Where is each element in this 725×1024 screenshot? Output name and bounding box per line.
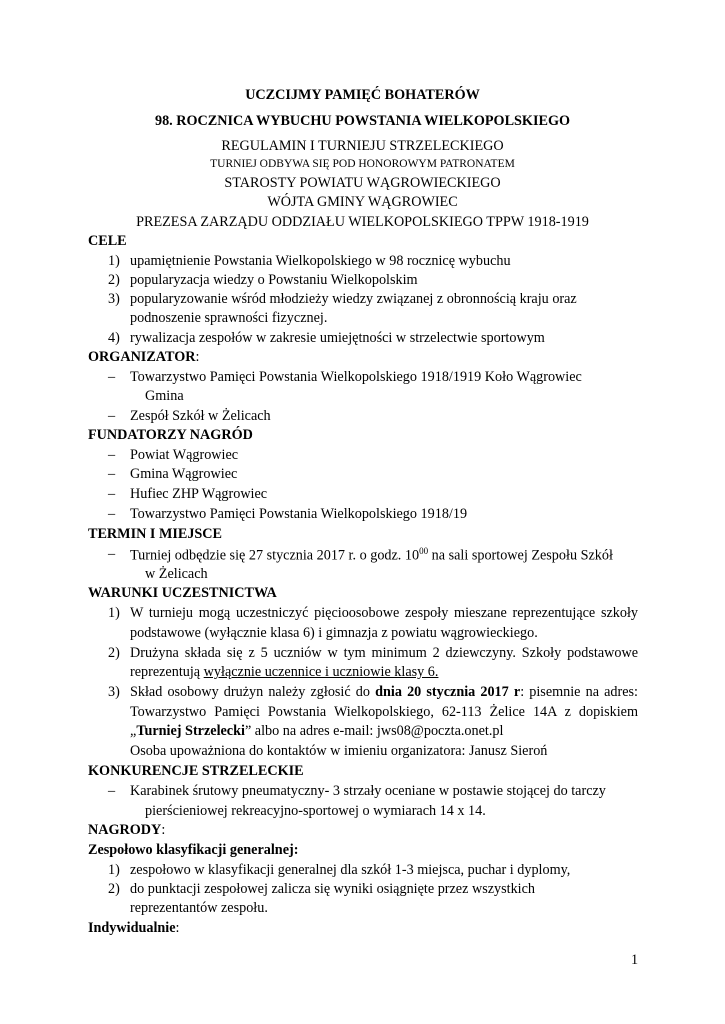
list-item-continuation: pierścieniowej rekreacyjno-sportowej o wymiarach 14 x 14.: [145, 803, 486, 819]
bullet: –: [108, 369, 116, 385]
list-item: Zespół Szkół w Żelicach: [130, 408, 271, 424]
list-item: Karabinek śrutowy pneumatyczny- 3 strzały oceniane w postawie stojącej do tarczy: [130, 783, 606, 799]
section-heading-konkurencje: KONKURENCJE STRZELECKIE: [88, 763, 304, 779]
list-number: 2): [108, 645, 120, 661]
list-number: 1): [108, 862, 120, 878]
termin-text-continuation: w Żelicach: [145, 566, 208, 582]
list-item: W turnieju mogą uczestniczyć pięcioosobowe zespoły mieszane reprezentujące szkoły: [130, 605, 638, 621]
bullet: –: [108, 466, 116, 482]
list-item-continuation: reprezentantów zespołu.: [130, 900, 268, 916]
section-heading-nagrody: NAGRODY:: [88, 822, 166, 838]
list-item-continuation: Towarzystwo Pamięci Powstania Wielkopolskiego, 62-113 Żelice 14A z dopiskiem: [130, 704, 638, 720]
regulation-title: REGULAMIN I TURNIEJU STRZELECKIEGO: [221, 138, 504, 154]
list-item: Hufiec ZHP Wągrowiec: [130, 486, 268, 502]
main-title: UCZCIJMY PAMIĘĆ BOHATERÓW: [245, 87, 480, 103]
list-number: 2): [108, 881, 120, 897]
list-item-continuation: reprezentują wyłącznie uczennice i uczniowie klasy 6.: [130, 664, 439, 680]
list-item-continuation: podstawowe (wyłącznie klasa 6) i gimnazja z powiatu wągrowieckiego.: [130, 625, 538, 641]
list-item: Skład osobowy drużyn należy zgłosić do dnia 20 stycznia 2017 r: pisemnie na adres:: [130, 684, 639, 700]
list-item: rywalizacja zespołów w zakresie umiejętności w strzelectwie sportowym: [130, 330, 545, 346]
list-item: popularyzowanie wśród młodzieży wiedzy związanej z obronnością kraju oraz: [130, 291, 577, 307]
list-item: zespołowo w klasyfikacji generalnej dla szkół 1-3 miejsca, puchar i dyplomy,: [130, 862, 571, 878]
subheading-zespolowo: Zespołowo klasyfikacji generalnej:: [88, 842, 299, 858]
list-item: upamiętnienie Powstania Wielkopolskiego w 98 rocznicę wybuchu: [130, 253, 511, 269]
section-heading-termin: TERMIN I MIEJSCE: [88, 526, 223, 542]
section-heading-cele: CELE: [88, 233, 127, 249]
bullet: –: [108, 408, 116, 424]
subheading-indywidualnie: Indywidualnie:: [88, 920, 180, 936]
list-number: 4): [108, 330, 120, 346]
patron-wojt: WÓJTA GMINY WĄGROWIEC: [267, 194, 458, 210]
list-item: Towarzystwo Pamięci Powstania Wielkopolskiego 1918/1919 Koło Wągrowiec: [130, 369, 582, 385]
list-number: 1): [108, 605, 120, 621]
list-item: Gmina Wągrowiec: [130, 466, 238, 482]
section-heading-fundatorzy: FUNDATORZY NAGRÓD: [88, 427, 253, 443]
bullet: –: [108, 783, 116, 799]
list-number: 3): [108, 291, 120, 307]
bullet: –: [108, 546, 116, 562]
list-number: 3): [108, 684, 120, 700]
section-heading-organizator: ORGANIZATOR:: [88, 349, 200, 365]
list-item-continuation: Osoba upoważniona do kontaktów w imieniu organizatora: Janusz Sieroń: [130, 743, 548, 759]
patron-prezes: PREZESA ZARZĄDU ODDZIAŁU WIELKOPOLSKIEGO TPPW 1918-1919: [136, 214, 589, 230]
bullet: –: [108, 506, 116, 522]
bullet: –: [108, 486, 116, 502]
termin-text: Turniej odbędzie się 27 stycznia 2017 r. o godz. $10^{00}$ na sali sportowej Zespołu Szkół: [130, 546, 613, 564]
list-item: do punktacji zespołowej zalicza się wyniki osiągnięte przez wszystkich: [130, 881, 535, 897]
subtitle: 98. ROCZNICA WYBUCHU POWSTANIA WIELKOPOLSKIEGO: [154, 113, 571, 129]
list-number: 1): [108, 253, 120, 269]
list-item-continuation: „Turniej Strzelecki” albo na adres e-mail: jws08@poczta.onet.pl: [130, 723, 504, 739]
list-item: Towarzystwo Pamięci Powstania Wielkopolskiego 1918/19: [130, 506, 468, 522]
page-number: 1: [631, 952, 639, 968]
patron-starosta: STAROSTY POWIATU WĄGROWIECKIEGO: [224, 175, 501, 191]
list-item: Powiat Wągrowiec: [130, 447, 239, 463]
list-number: 2): [108, 272, 120, 288]
list-item-continuation: Gmina: [145, 388, 184, 404]
list-item-continuation: podnoszenie sprawności fizycznej.: [130, 310, 328, 326]
list-item: popularyzacja wiedzy o Powstaniu Wielkopolskim: [130, 272, 418, 288]
list-item: Drużyna składa się z 5 uczniów w tym minimum 2 dziewczyny. Szkoły podstawowe: [130, 645, 638, 661]
patronage-line: TURNIEJ ODBYWA SIĘ POD HONOROWYM PATRONATEM: [210, 158, 515, 170]
section-heading-warunki: WARUNKI UCZESTNICTWA: [88, 585, 277, 601]
bullet: –: [108, 447, 116, 463]
